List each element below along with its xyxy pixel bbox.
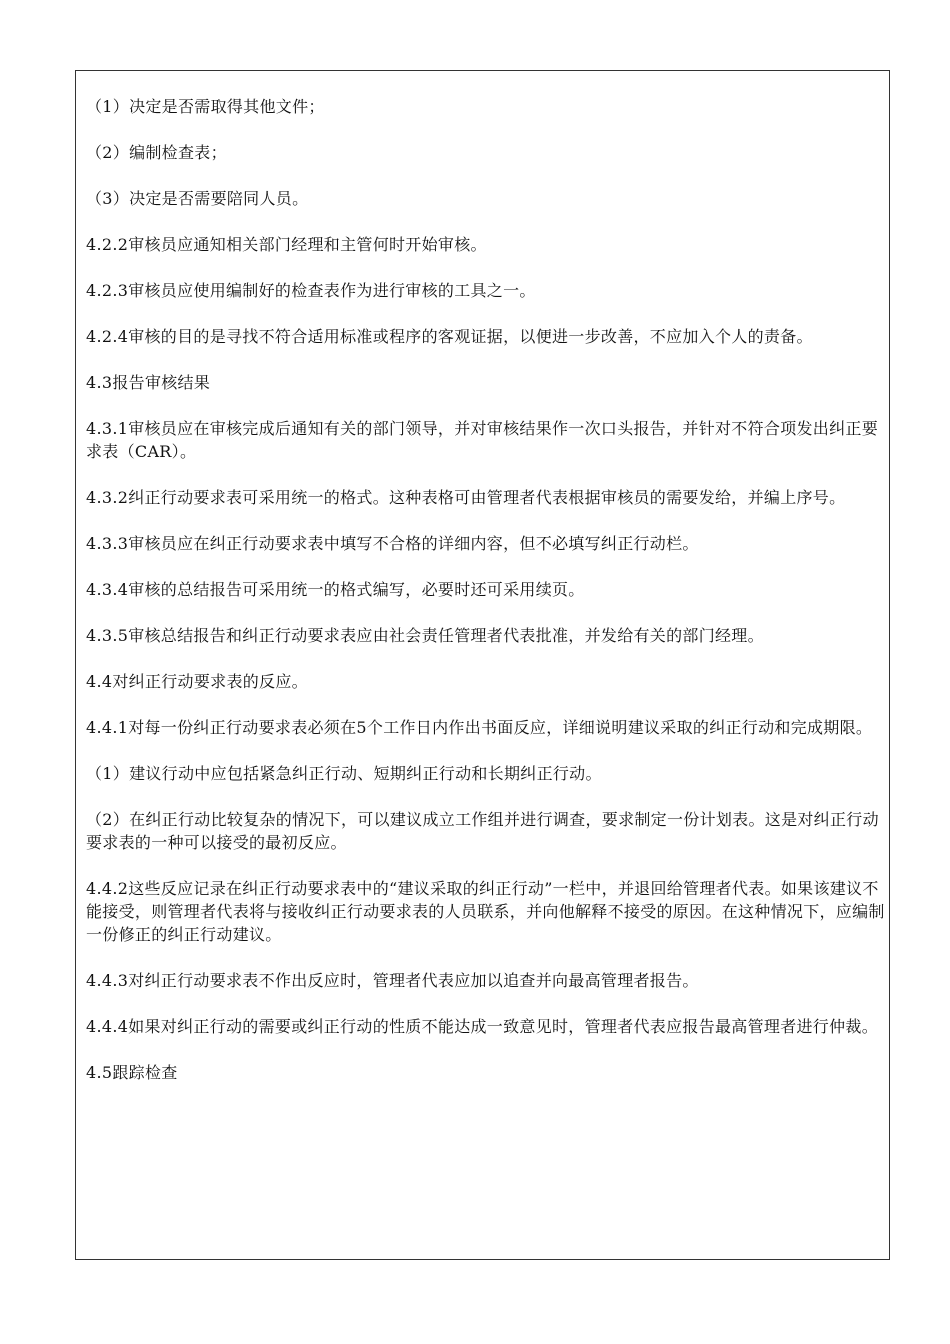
paragraph: 4.2.3审核员应使用编制好的检查表作为进行审核的工具之一。 — [86, 281, 536, 300]
paragraph: 4.4.4如果对纠正行动的需要或纠正行动的性质不能达成一致意见时，管理者代表应报告最高管理者进行仲裁。 — [86, 1017, 879, 1036]
paragraph: 4.3.3审核员应在纠正行动要求表中填写不合格的详细内容，但不必填写纠正行动栏。 — [86, 534, 699, 553]
document-frame — [75, 70, 890, 1260]
paragraph: （1）决定是否需取得其他文件； — [86, 97, 325, 116]
paragraph: 4.3.1审核员应在审核完成后通知有关的部门领导，并对审核结果作一次口头报告，并针对不符合项发出纠正要求表（CAR）。 — [86, 419, 879, 461]
section-heading: 4.5跟踪检查 — [86, 1063, 178, 1082]
document-body — [86, 95, 886, 1107]
paragraph: （3）决定是否需要陪同人员。 — [86, 189, 309, 208]
paragraph: 4.4.3对纠正行动要求表不作出反应时，管理者代表应加以追查并向最高管理者报告。 — [86, 971, 699, 990]
paragraph: 4.3.2纠正行动要求表可采用统一的格式。这种表格可由管理者代表根据审核员的需要发给，并编上序号。 — [86, 488, 846, 507]
paragraph: 4.4.1对每一份纠正行动要求表必须在5个工作日内作出书面反应，详细说明建议采取的纠正行动和完成期限。 — [86, 718, 873, 737]
paragraph: （1）建议行动中应包括紧急纠正行动、短期纠正行动和长期纠正行动。 — [86, 764, 602, 783]
paragraph: （2）在纠正行动比较复杂的情况下，可以建议成立工作组并进行调查，要求制定一份计划表。这是对纠正行动要求表的一种可以接受的最初反应。 — [86, 810, 879, 852]
paragraph: 4.3.4审核的总结报告可采用统一的格式编写，必要时还可采用续页。 — [86, 580, 585, 599]
paragraph: （2）编制检查表； — [86, 143, 227, 162]
paragraph: 4.4.2这些反应记录在纠正行动要求表中的“建议采取的纠正行动”一栏中，并退回给管理者代表。如果该建议不能接受，则管理者代表将与接收纠正行动要求表的人员联系，并向他解释不接受的原因。在这种情况下，应编制一份修正的纠正行动建议。 — [86, 879, 885, 944]
paragraph: 4.3.5审核总结报告和纠正行动要求表应由社会责任管理者代表批准，并发给有关的部门经理。 — [86, 626, 764, 645]
paragraph: 4.2.4审核的目的是寻找不符合适用标准或程序的客观证据，以便进一步改善，不应加入个人的责备。 — [86, 327, 813, 346]
section-heading: 4.4对纠正行动要求表的反应。 — [86, 672, 308, 691]
paragraph: 4.2.2审核员应通知相关部门经理和主管何时开始审核。 — [86, 235, 487, 254]
section-heading: 4.3报告审核结果 — [86, 373, 211, 392]
